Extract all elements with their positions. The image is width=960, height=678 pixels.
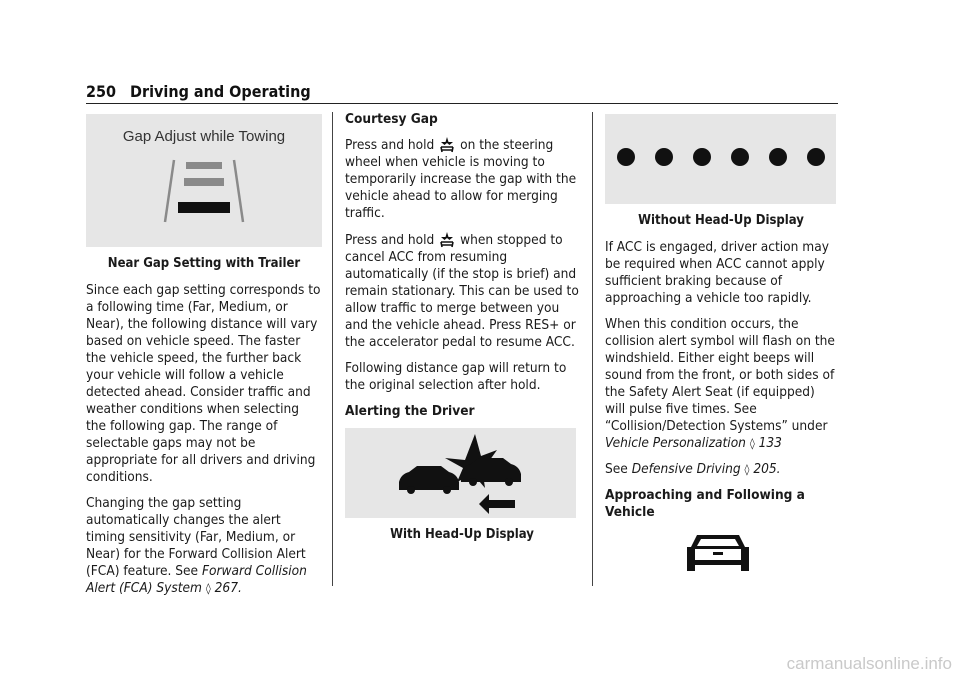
page-number: 250 [86,82,117,101]
alert-lights-icon [615,146,827,168]
gap-adjust-icon [439,231,455,248]
no-hud-figure [605,114,836,204]
page-header [86,82,311,101]
gap-adjust-figure [86,114,322,247]
column-1 [86,114,322,606]
fca-page-ref[interactable]: 267 [214,580,238,596]
courtesy-gap-paragraph-2: Press and hold when stopped to cancel ACC from resuming automatically (if the stop is brief) and remain stationary. This can be used to allow traffic to merge between you and the vehicle ahead. Press RES+ or the accelerator pedal to resume ACC. [345,232,579,350]
figure-title: Gap Adjust while Towing [122,128,286,145]
no-hud-figure-caption: Without Head-Up Display [638,213,804,228]
acc-action-paragraph: If ACC is engaged, driver action may be required when ACC cannot apply sufficient braking because of approaching a vehicle too rapidly. [605,239,829,306]
approaching-vehicle-heading: Approaching and Following a Vehicle [605,487,805,520]
defensive-driving-page-ref[interactable]: 205 [753,461,777,477]
vehicle-personalization-page-ref[interactable]: 133 [758,435,782,451]
hud-collision-figure [345,428,576,518]
column-divider-left [332,112,333,586]
header-rule [86,103,838,104]
courtesy-gap-paragraph-1: Press and hold on the steering wheel when vehicle is moving to temporarily increase the gap with the vehicle ahead to allow for merging traffic. [345,137,577,221]
column-3 [605,114,837,577]
section-title: Driving and Operating [130,82,311,101]
fca-link[interactable]: Forward Collision Alert (FCA) System [86,563,307,596]
defensive-driving-paragraph: See Defensive Driving ◊ 205. [605,461,781,477]
defensive-driving-link[interactable]: Defensive Driving [631,461,741,477]
gap-setting-paragraph: Since each gap setting corresponds to a following time (Far, Medium, or Near), the following distance will vary based on vehicle speed. The faster the vehicle speed, the further back your vehicle will follow a vehicle detected ahead. Consider traffic and weather conditions when selecting the following gap. The range of selectable gaps may not be appropriate for all drivers and driving conditions. [86,282,321,485]
hud-figure-caption: With Head-Up Display [390,527,534,542]
page-reference-icon: ◊ [744,463,750,476]
column-divider-right [592,112,593,586]
figure-caption: Near Gap Setting with Trailer [107,256,301,271]
courtesy-gap-paragraph-3: Following distance gap will return to the original selection after hold. [345,360,567,393]
vehicle-personalization-link[interactable]: Vehicle Personalization [605,435,746,451]
column-2 [345,111,579,553]
page-reference-icon: ◊ [749,437,755,450]
alerting-driver-heading: Alerting the Driver [345,403,475,419]
collision-alert-paragraph: When this condition occurs, the collision alert symbol will flash on the windshield. Either eight beeps will sound from the front, or both sides of the Safety Alert Seat (if equipped) will pulse five times. See “Collision/Detection Systems” under Vehicle Personalization ◊ 133 [605,316,835,451]
fca-paragraph: Changing the gap setting automatically changes the alert timing sensitivity (Far, Medium, or Near) for the Forward Collision Alert (FCA) feature. See Forward Collision Alert (FCA) System ◊ 267. [86,495,307,596]
vehicle-ahead-icon [683,531,753,577]
collision-alert-icon [393,432,523,516]
watermark: carmanualsonline.info [786,654,952,673]
gap-setting-icon [162,158,246,226]
page-reference-icon: ◊ [205,582,211,595]
gap-adjust-icon [439,136,455,153]
courtesy-gap-heading: Courtesy Gap [345,111,438,127]
